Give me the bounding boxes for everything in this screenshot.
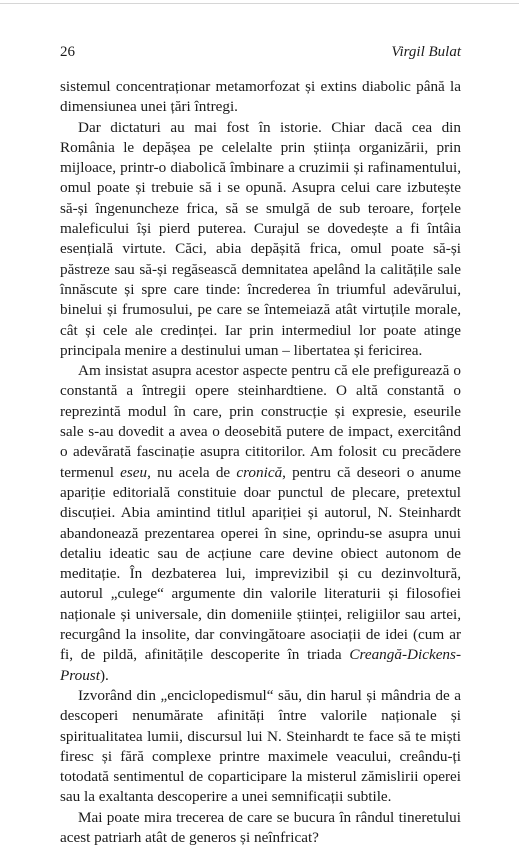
paragraph-text: Mai poate mira trecerea de care se bucura în rândul tineretului acest patriarh atât de generos și neînfricat?	[60, 808, 461, 846]
top-edge-rule	[0, 3, 519, 4]
body-text	[60, 77, 461, 848]
paragraph-text: , pentru că deseori o anume apariție editorială constituie doar punctul de plecare, pretextul discuției. Abia amintind titlul apariției și autorul, N. Steinhardt abandonează prezentarea operei în sine, oprindu-se asupra unui detaliu ideatic sau de acțiune care devine obiect autonom de meditație. În dezbaterea lui, imprevizibil și cu dezinvoltură, autorul „culege“ argumente din valorile literaturii și filosofiei naționale și universale, din domeniile științei, religiilor sau artei, recurgând la insolite, dar convingătoare asociații de idei (cum ar fi, de pildă, afinitățile descoperite în triada	[60, 463, 462, 664]
page-header	[60, 44, 461, 64]
paragraph-text: Am insistat asupra acestor aspecte pentru că ele prefigurează o constantă a întregii opere steinhardtiene. O altă constantă o reprezintă modul în care, prin construcție și expresie, eseurile sale s-au dovedit a avea o deosebită putere de impact, exercitând o adevărată fascinație asupra cititorilor. Am folosit cu precădere termenul	[60, 362, 461, 481]
italic-term: eseu	[120, 463, 148, 481]
page-number: 26	[60, 44, 75, 60]
paragraph	[60, 361, 461, 686]
paragraph-text: ).	[99, 666, 109, 684]
running-head-author: Virgil Bulat	[391, 44, 461, 60]
italic-title: Creangă-Dickens-Proust	[60, 646, 461, 684]
paragraph	[60, 686, 461, 808]
paragraph-text: , nu acela de	[147, 463, 237, 481]
paragraph-text: Dar dictaturi au mai fost în istorie. Chiar dacă cea din România le depășea pe celelalte prin știința organizării, prin mijloace, printr-o diabolică îmbinare a cruzimii și rafinamentului, omul poate și trebuie să i se opună. Asupra celui care izbutește să-și îngenuncheze frica, să se smulgă de sub teroare, forțele maleficului își pierd puterea. Curajul se dovedește a fi întâia esențială virtute. Căci, abia depășită frica, omul poate să-și păstreze sau să-și regăsească demnitatea apelând la calitățile sale înnăscute și spre care tinde: încrederea în triumful adevărului, binelui și frumosului, pe care se întemeiază atât virtuțile morale, cât și cele ale credinței. Iar prin intermediul lor poate atinge principala menire a destinului uman – libertatea și fericirea.	[60, 118, 461, 359]
paragraph	[60, 77, 461, 118]
paragraph-text: sistemul concentraționar metamorfozat și extins diabolic până la dimensiunea unei țări întregi.	[60, 78, 461, 116]
italic-term: cronică	[236, 463, 283, 481]
paragraph-text: Izvorând din „enciclopedismul“ său, din harul și mândria de a descoperi nenumărate afinități între valorile naționale și spiritualitatea lumii, discursul lui N. Steinhardt te face să te miști firesc și fără complexe printre maximele veacului, creându-ți totodată sentimentul de coparticipare la misterul zămislirii operei sau la exaltanta descoperire a unei semnificații subtile.	[60, 686, 461, 806]
paragraph	[60, 118, 461, 362]
paragraph	[60, 808, 461, 848]
